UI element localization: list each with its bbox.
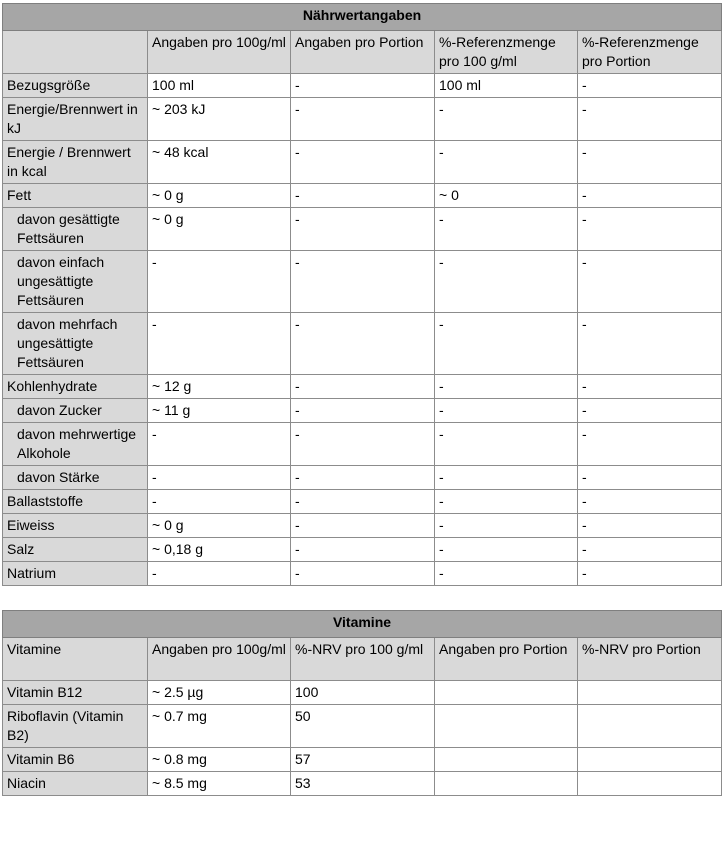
value-cell: - <box>578 208 722 251</box>
value-cell <box>578 681 722 705</box>
value-cell: - <box>435 251 578 313</box>
row-label: Niacin <box>3 772 148 796</box>
row-label: Fett <box>3 184 148 208</box>
value-cell: - <box>291 538 435 562</box>
value-cell: 100 ml <box>435 74 578 98</box>
nutrition-row <box>3 208 722 251</box>
nutrition-body <box>3 74 722 586</box>
value-cell: - <box>291 375 435 399</box>
value-cell: - <box>291 208 435 251</box>
row-label: Vitamin B12 <box>3 681 148 705</box>
row-label: Bezugsgröße <box>3 74 148 98</box>
nutrition-row <box>3 399 722 423</box>
row-label: Kohlenhydrate <box>3 375 148 399</box>
value-cell: - <box>578 251 722 313</box>
value-cell: 100 ml <box>148 74 291 98</box>
value-cell: ~ 2.5 µg <box>148 681 291 705</box>
value-cell: - <box>435 98 578 141</box>
value-cell: - <box>435 313 578 375</box>
row-label: davon mehrfach ungesättigte Fettsäuren <box>3 313 148 375</box>
value-cell <box>435 772 578 796</box>
row-label: Vitamin B6 <box>3 748 148 772</box>
value-cell: - <box>291 74 435 98</box>
vitamin-header-cell: Angaben pro Portion <box>435 638 578 681</box>
value-cell: ~ 0.7 mg <box>148 705 291 748</box>
nutrition-row <box>3 466 722 490</box>
row-label: Salz <box>3 538 148 562</box>
value-cell: - <box>291 466 435 490</box>
value-cell: ~ 48 kcal <box>148 141 291 184</box>
value-cell <box>578 748 722 772</box>
value-cell: - <box>578 538 722 562</box>
nutrition-header-row <box>3 31 722 74</box>
nutrition-row <box>3 74 722 98</box>
value-cell: - <box>578 562 722 586</box>
value-cell: ~ 203 kJ <box>148 98 291 141</box>
value-cell: - <box>578 466 722 490</box>
value-cell: - <box>291 514 435 538</box>
value-cell: - <box>148 251 291 313</box>
value-cell: ~ 12 g <box>148 375 291 399</box>
vitamin-row <box>3 772 722 796</box>
value-cell: 57 <box>291 748 435 772</box>
nutrition-row <box>3 98 722 141</box>
row-label: Energie / Brennwert in kcal <box>3 141 148 184</box>
nutrition-header-cell: %-Referenzmenge pro 100 g/ml <box>435 31 578 74</box>
value-cell: - <box>291 423 435 466</box>
value-cell: - <box>578 375 722 399</box>
value-cell: - <box>578 74 722 98</box>
vitamin-title: Vitamine <box>3 611 722 638</box>
value-cell: - <box>435 375 578 399</box>
value-cell: - <box>291 98 435 141</box>
value-cell: - <box>291 399 435 423</box>
value-cell: - <box>291 141 435 184</box>
value-cell: - <box>578 141 722 184</box>
nutrition-row <box>3 375 722 399</box>
vitamin-header-cell: Vitamine <box>3 638 148 681</box>
value-cell <box>435 705 578 748</box>
nutrition-header-cell: Angaben pro Portion <box>291 31 435 74</box>
value-cell: - <box>148 466 291 490</box>
row-label: davon Stärke <box>3 466 148 490</box>
value-cell: ~ 11 g <box>148 399 291 423</box>
value-cell: - <box>148 562 291 586</box>
value-cell: 53 <box>291 772 435 796</box>
vitamin-header-cell: %-NRV pro 100 g/ml <box>291 638 435 681</box>
row-label: davon gesättigte Fettsäuren <box>3 208 148 251</box>
nutrition-row <box>3 313 722 375</box>
nutrition-row <box>3 490 722 514</box>
row-label: davon Zucker <box>3 399 148 423</box>
value-cell <box>578 772 722 796</box>
value-cell: - <box>291 251 435 313</box>
value-cell: - <box>578 490 722 514</box>
value-cell: - <box>578 184 722 208</box>
vitamin-header-cell: %-NRV pro Portion <box>578 638 722 681</box>
row-label: davon einfach ungesättigte Fettsäuren <box>3 251 148 313</box>
nutrition-title-row <box>3 4 722 31</box>
row-label: Energie/Brennwert in kJ <box>3 98 148 141</box>
value-cell: ~ 0.8 mg <box>148 748 291 772</box>
vitamin-header-row <box>3 638 722 681</box>
row-label: Riboflavin (Vitamin B2) <box>3 705 148 748</box>
value-cell: 100 <box>291 681 435 705</box>
vitamin-body <box>3 681 722 796</box>
value-cell: - <box>578 399 722 423</box>
vitamin-row <box>3 705 722 748</box>
value-cell: ~ 0 g <box>148 184 291 208</box>
value-cell: - <box>148 490 291 514</box>
nutrition-row <box>3 184 722 208</box>
value-cell: 50 <box>291 705 435 748</box>
vitamin-title-row <box>3 611 722 638</box>
value-cell: ~ 0,18 g <box>148 538 291 562</box>
value-cell <box>578 705 722 748</box>
value-cell: ~ 0 <box>435 184 578 208</box>
value-cell <box>435 681 578 705</box>
nutrition-row <box>3 538 722 562</box>
value-cell: - <box>435 562 578 586</box>
row-label: Ballaststoffe <box>3 490 148 514</box>
value-cell: - <box>291 562 435 586</box>
value-cell: - <box>435 423 578 466</box>
value-cell: - <box>578 313 722 375</box>
row-label: davon mehrwertige Alkohole <box>3 423 148 466</box>
vitamin-table <box>2 610 722 796</box>
value-cell: - <box>435 538 578 562</box>
value-cell: - <box>435 490 578 514</box>
nutrition-header-cell: Angaben pro 100g/ml <box>148 31 291 74</box>
value-cell: ~ 8.5 mg <box>148 772 291 796</box>
nutrition-row <box>3 423 722 466</box>
nutrition-row <box>3 251 722 313</box>
vitamin-row <box>3 681 722 705</box>
value-cell: - <box>578 423 722 466</box>
value-cell: - <box>578 514 722 538</box>
row-label: Eiweiss <box>3 514 148 538</box>
value-cell: - <box>435 208 578 251</box>
row-label: Natrium <box>3 562 148 586</box>
value-cell: - <box>291 184 435 208</box>
value-cell: - <box>435 141 578 184</box>
vitamin-header-cell: Angaben pro 100g/ml <box>148 638 291 681</box>
value-cell: ~ 0 g <box>148 208 291 251</box>
nutrition-table <box>2 3 722 586</box>
value-cell: - <box>148 313 291 375</box>
value-cell <box>435 748 578 772</box>
value-cell: - <box>435 399 578 423</box>
nutrition-row <box>3 562 722 586</box>
nutrition-title: Nährwertangaben <box>3 4 722 31</box>
nutrition-header-corner <box>3 31 148 74</box>
nutrition-row <box>3 514 722 538</box>
nutrition-row <box>3 141 722 184</box>
value-cell: - <box>291 313 435 375</box>
vitamin-row <box>3 748 722 772</box>
value-cell: - <box>435 466 578 490</box>
nutrition-header-cell: %-Referenzmenge pro Portion <box>578 31 722 74</box>
value-cell: - <box>291 490 435 514</box>
value-cell: - <box>148 423 291 466</box>
value-cell: ~ 0 g <box>148 514 291 538</box>
value-cell: - <box>578 98 722 141</box>
value-cell: - <box>435 514 578 538</box>
